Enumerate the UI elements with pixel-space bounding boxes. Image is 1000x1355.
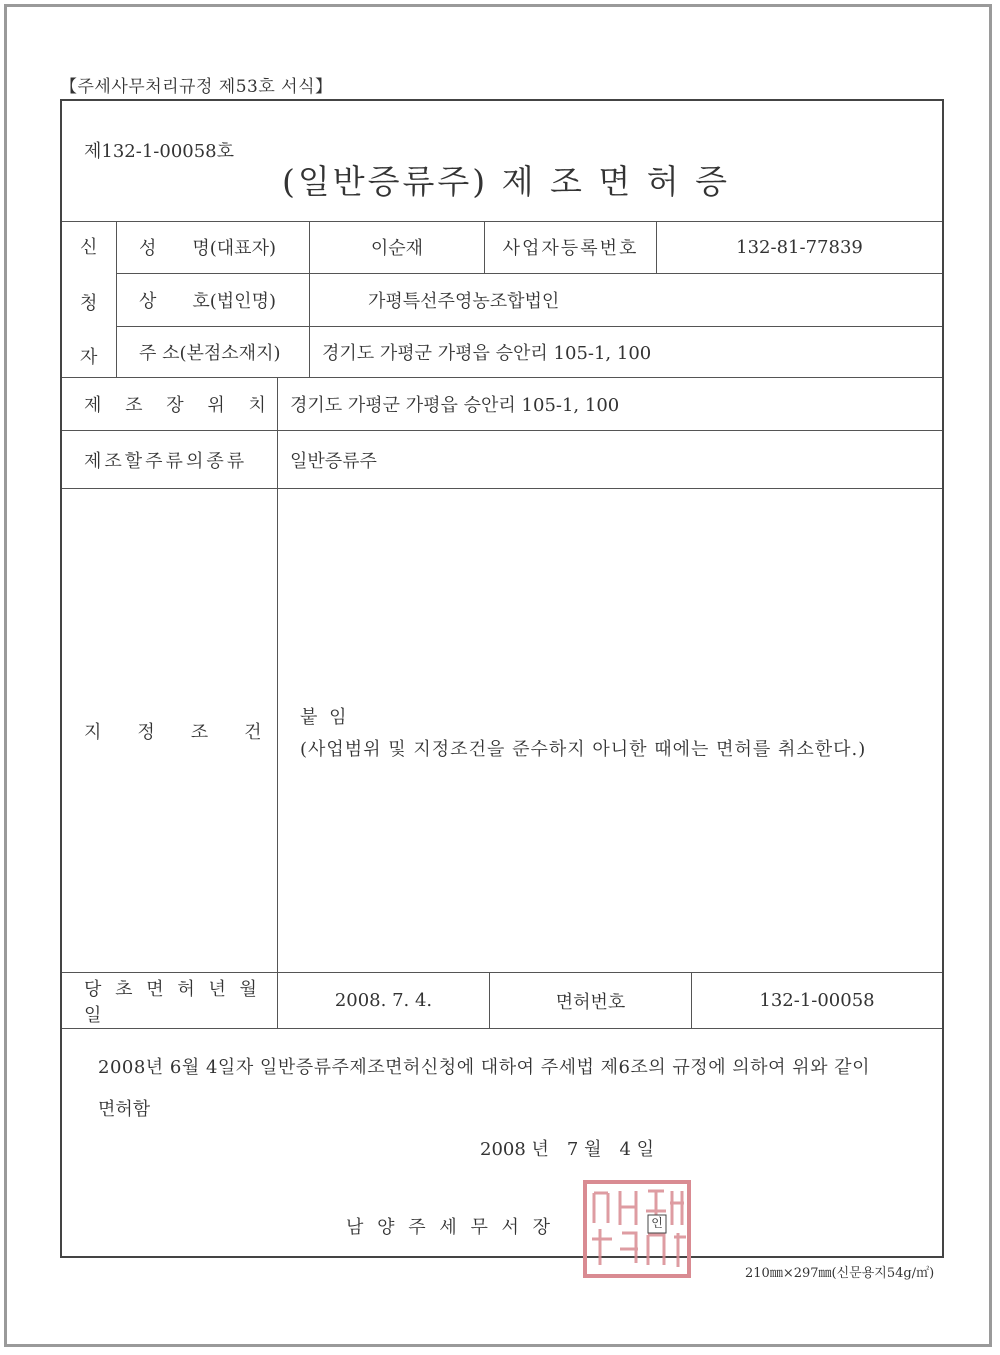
issue-date: 2008 년 7 월 4 일 bbox=[480, 1139, 655, 1160]
liquor-type-label: 제조할주류의종류 bbox=[62, 431, 278, 488]
conditions-attachment: 붙 임 bbox=[300, 707, 350, 728]
address-value: 경기도 가평군 가평읍 승안리 105-1, 100 bbox=[322, 343, 652, 364]
initial-date-row bbox=[62, 973, 942, 1029]
license-number-value: 132-1-00058 bbox=[759, 990, 875, 1011]
name-label: 성 명(대표자) bbox=[117, 221, 310, 273]
seal-mark: 인 bbox=[651, 1216, 663, 1230]
applicant-address-row bbox=[117, 327, 942, 378]
license-number: 제132-1-00058호 bbox=[84, 141, 235, 162]
applicant-side-label bbox=[62, 221, 117, 378]
company-value: 가평특선주영농조합법인 bbox=[368, 291, 560, 312]
initial-date-label: 당 초 면 허 년 월 일 bbox=[62, 973, 278, 1028]
applicant-company-row bbox=[117, 274, 942, 327]
license-number-label: 면허번호 bbox=[490, 973, 692, 1028]
liquor-type-value: 일반증류주 bbox=[290, 450, 377, 472]
company-label: 상 호(법인명) bbox=[117, 274, 310, 326]
issuer-name: 남 양 주 세 무 서 장 bbox=[346, 1217, 555, 1238]
conditions-label: 지 정 조 건 bbox=[62, 489, 278, 972]
initial-date-value: 2008. 7. 4. bbox=[278, 973, 490, 1028]
official-seal bbox=[582, 1179, 692, 1279]
paper-specification: 210㎜×297㎜(신문용지54g/㎡) bbox=[745, 1266, 935, 1281]
seal-icon bbox=[582, 1179, 692, 1279]
applicant-char-2: 청 bbox=[80, 293, 98, 314]
document-header bbox=[62, 101, 942, 222]
form-reference: 【주세사무처리규정 제53호 서식】 bbox=[60, 77, 333, 97]
name-value: 이순재 bbox=[310, 221, 485, 273]
statement-line-1: 2008년 6월 4일자 일반증류주제조면허신청에 대하여 주세법 제6조의 규정에 의하여 위와 같이 bbox=[98, 1057, 870, 1078]
biz-reg-label: 사업자등록번호 bbox=[485, 221, 657, 273]
document-title: (일반증류주) 제 조 면 허 증 bbox=[282, 162, 730, 201]
factory-location-row bbox=[62, 378, 942, 431]
statement-line-2: 면허함 bbox=[98, 1099, 151, 1120]
applicant-name-row bbox=[117, 221, 942, 274]
applicant-char-3: 자 bbox=[80, 347, 98, 368]
factory-location-value: 경기도 가평군 가평읍 승안리 105-1, 100 bbox=[290, 395, 620, 416]
conditions-note: (사업범위 및 지정조건을 준수하지 아니한 때에는 면허를 취소한다.) bbox=[300, 739, 867, 760]
factory-location-label: 제 조 장 위 치 bbox=[62, 378, 278, 430]
conditions-row bbox=[62, 489, 942, 973]
address-label: 주 소(본점소재지) bbox=[117, 327, 310, 377]
liquor-type-row bbox=[62, 431, 942, 489]
license-document bbox=[60, 99, 944, 1258]
conditions-value bbox=[278, 489, 942, 972]
applicant-char-1: 신 bbox=[80, 237, 98, 258]
biz-reg-value: 132-81-77839 bbox=[736, 236, 863, 258]
